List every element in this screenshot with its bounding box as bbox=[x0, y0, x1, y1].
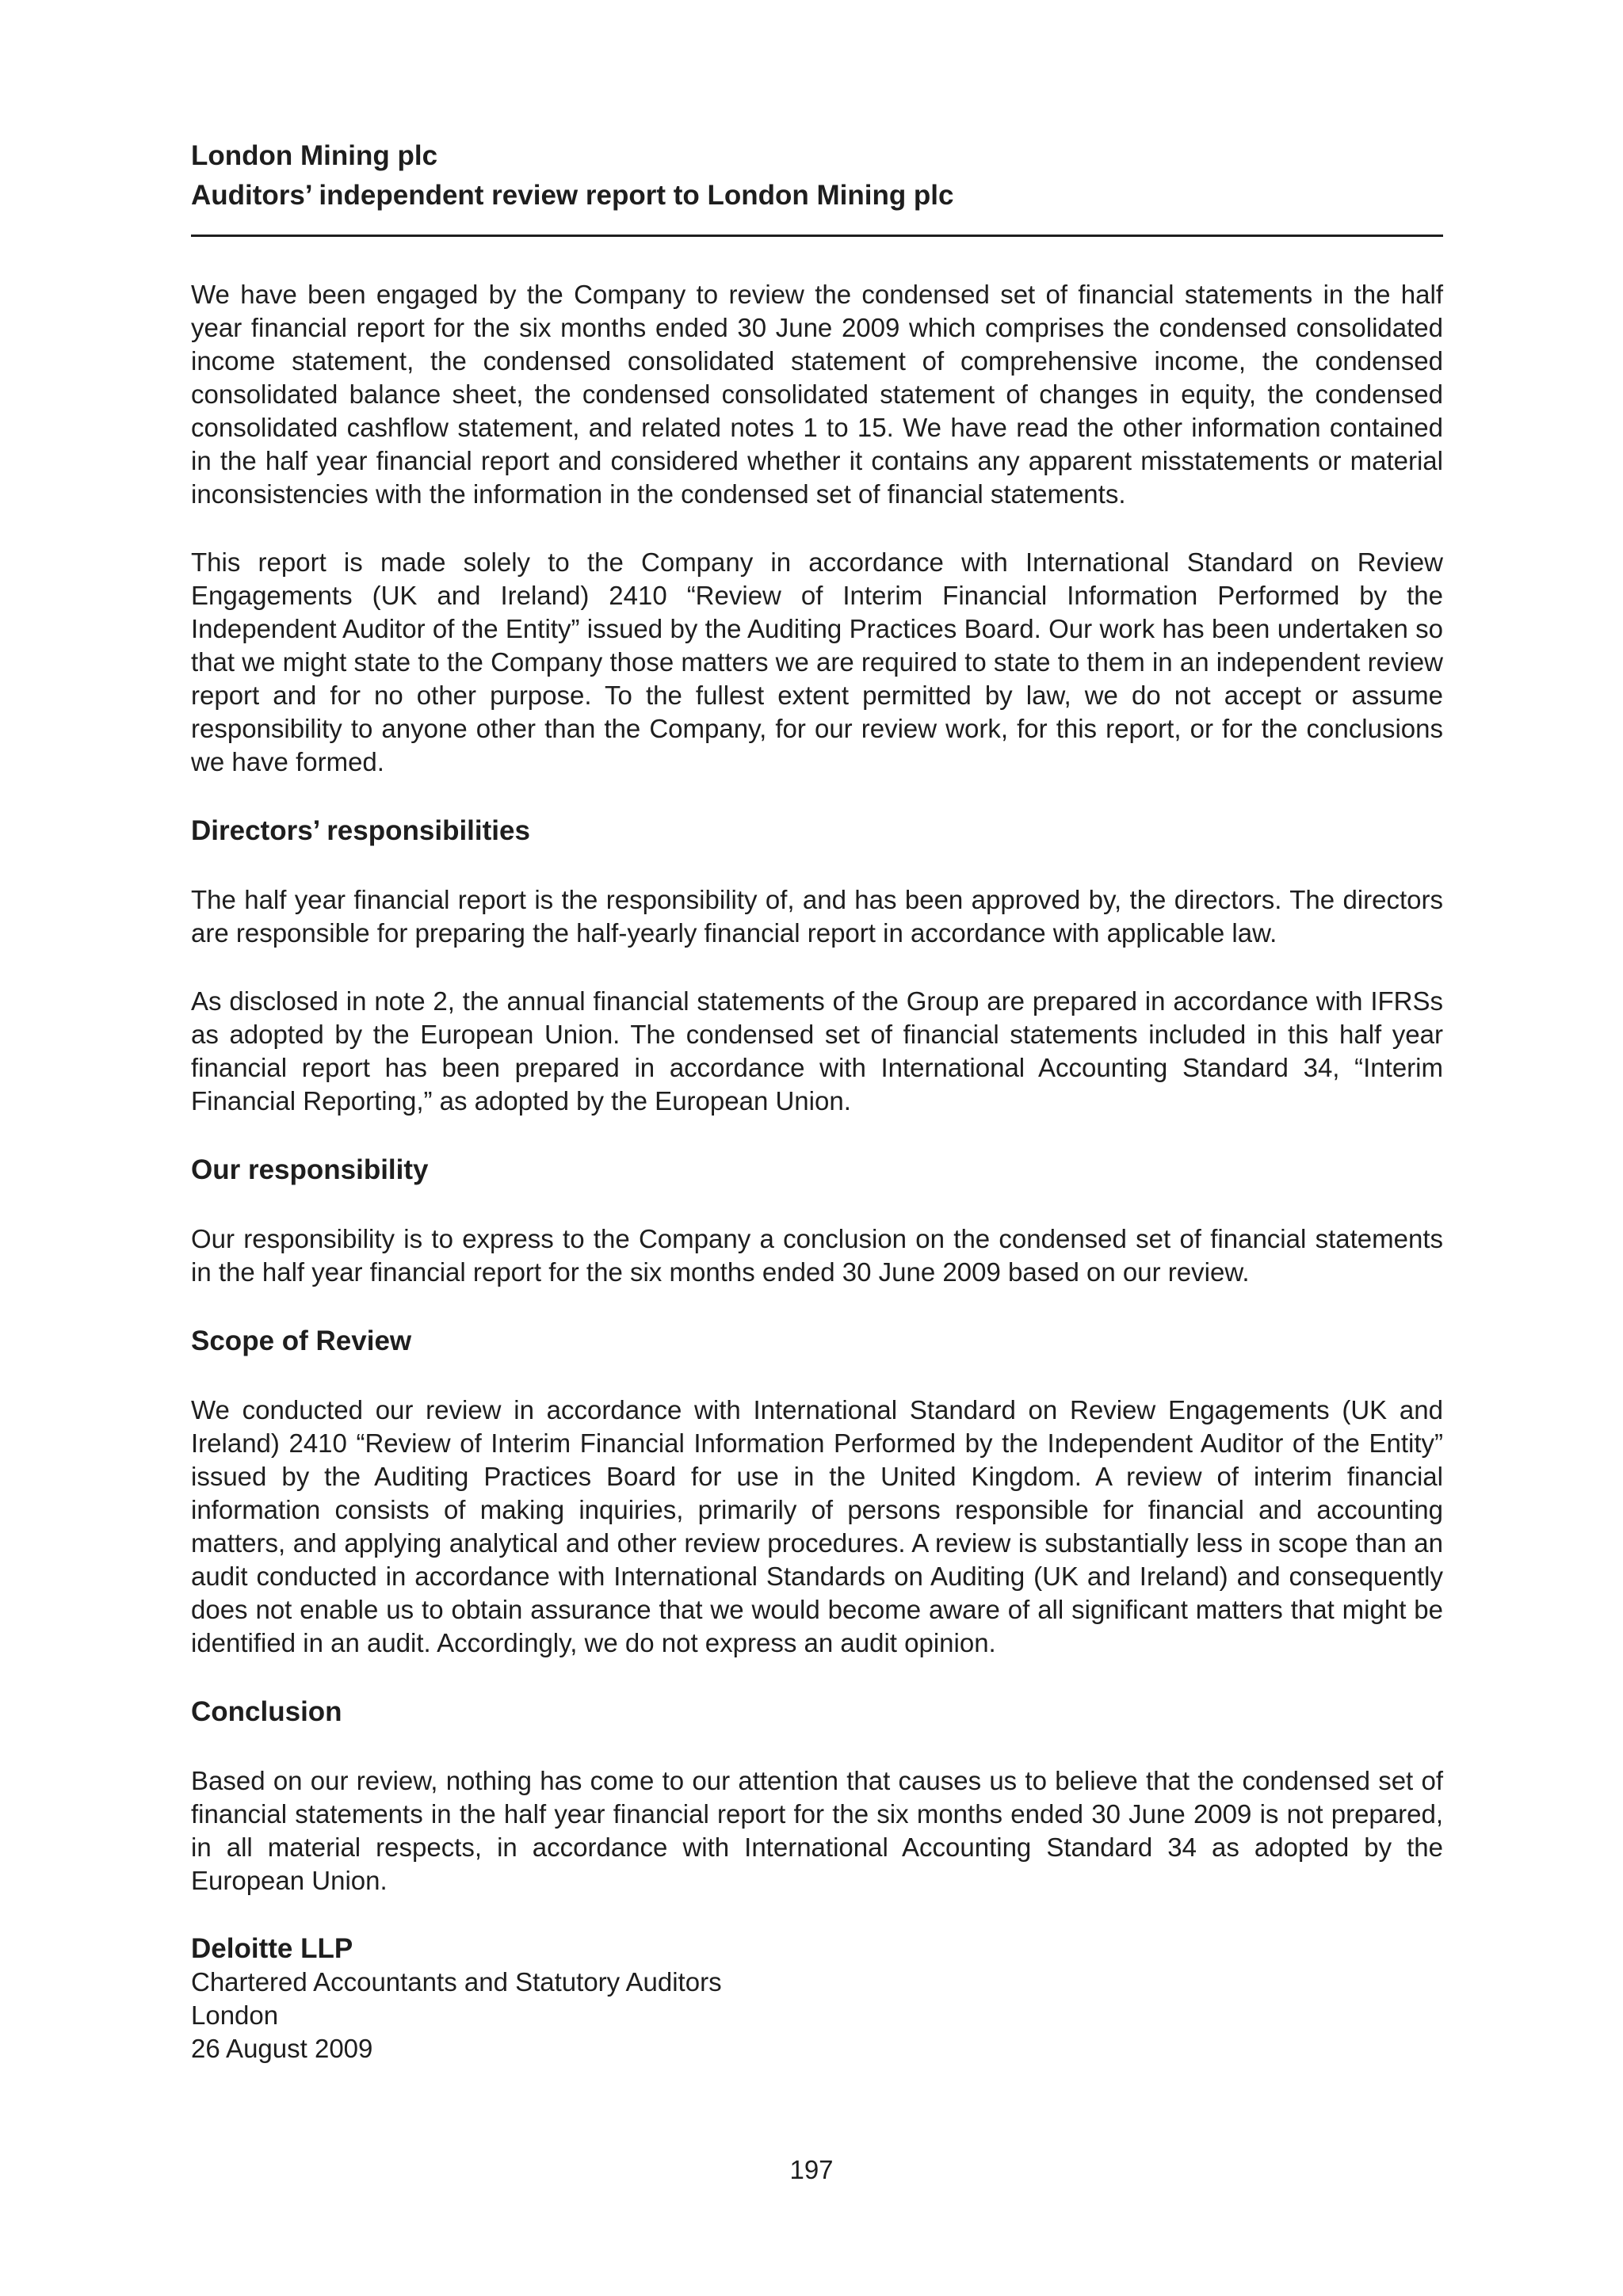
intro-paragraph-2: This report is made solely to the Company in accordance with International Standard on Review Engagements (UK and Ireland) 2410 “Review of Interim Financial Information Performed by the Independent Auditor of the Entity” issued by the Auditing Practices Board. Our work has been undertaken so that we might state to the Company those matters we are required to state to them in an independent review report and for no other purpose. To the fullest extent permitted by law, we do not accept or assume responsibility to anyone other than the Company, for our review work, for this report, or for the conclusions we have formed. bbox=[191, 547, 1443, 776]
intro-paragraph-1: We have been engaged by the Company to review the condensed set of financial statements in the half year financial report for the six months ended 30 June 2009 which comprises the condensed consolidated income statement, the condensed consolidated statement of comprehensive income, the condensed consolidated balance sheet, the condensed consolidated statement of changes in equity, the condensed consolidated cashflow statement, and related notes 1 to 15. We have read the other information contained in the half year financial report and considered whether it contains any apparent misstatements or material inconsistencies with the information in the condensed set of financial statements. bbox=[191, 280, 1443, 509]
directors-paragraph-1: The half year financial report is the responsibility of, and has been approved by, the directors. The directors are responsible for preparing the half-yearly financial report in accordance with applicable law. bbox=[191, 885, 1443, 948]
conclusion-heading: Conclusion bbox=[191, 1696, 342, 1727]
directors-heading: Directors’ responsibilities bbox=[191, 815, 530, 846]
scope-paragraph: We conducted our review in accordance with International Standard on Review Engagements (UK and Ireland) 2410 “Review of Interim Financial Information Performed by the Independent Auditor of the Entity” issued by the Auditing Practices Board for use in the United Kingdom. A review of interim financial information consists of making inquiries, primarily of persons responsible for financial and accounting matters, and applying analytical and other review procedures. A review is substantially less in scope than an audit conducted in accordance with International Standards on Auditing (UK and Ireland) and consequently does not enable us to obtain assurance that we would become aware of all significant matters that might be identified in an audit. Accordingly, we do not express an audit opinion. bbox=[191, 1395, 1443, 1657]
our-responsibility-heading: Our responsibility bbox=[191, 1154, 429, 1185]
signature-firm: Deloitte LLP bbox=[191, 1933, 353, 1964]
document-header bbox=[191, 136, 1443, 237]
signature-date: 26 August 2009 bbox=[191, 2034, 373, 2063]
signature-role: Chartered Accountants and Statutory Auditors bbox=[191, 1967, 722, 1997]
scope-section bbox=[191, 1324, 1443, 1660]
document-page bbox=[191, 136, 1443, 2065]
directors-section bbox=[191, 814, 1443, 1118]
directors-paragraph-2: As disclosed in note 2, the annual financial statements of the Group are prepared in accordance with IFRSs as adopted by the European Union. The condensed set of financial statements included in this half year financial report has been prepared in accordance with International Accounting Standard 34, “Interim Financial Reporting,” as adopted by the European Union. bbox=[191, 986, 1443, 1116]
our-responsibility-section bbox=[191, 1153, 1443, 1289]
signature-location: London bbox=[191, 2000, 279, 2030]
company-name: London Mining plc bbox=[191, 140, 438, 171]
report-title: Auditors’ independent review report to London Mining plc bbox=[191, 180, 954, 211]
scope-heading: Scope of Review bbox=[191, 1325, 412, 1356]
header-divider bbox=[191, 235, 1443, 237]
signature-block bbox=[191, 1932, 1443, 2065]
page-number: 197 bbox=[789, 2155, 834, 2184]
conclusion-paragraph: Based on our review, nothing has come to our attention that causes us to believe that the condensed set of financial statements in the half year financial report for the six months ended 30 June 2009 is not prepared, in all material respects, in accordance with International Accounting Standard 34 as adopted by the European Union. bbox=[191, 1766, 1443, 1895]
intro-section bbox=[191, 278, 1443, 779]
our-responsibility-paragraph: Our responsibility is to express to the Company a conclusion on the condensed set of financial statements in the half year financial report for the six months ended 30 June 2009 based on our review. bbox=[191, 1224, 1443, 1287]
conclusion-section bbox=[191, 1695, 1443, 1897]
